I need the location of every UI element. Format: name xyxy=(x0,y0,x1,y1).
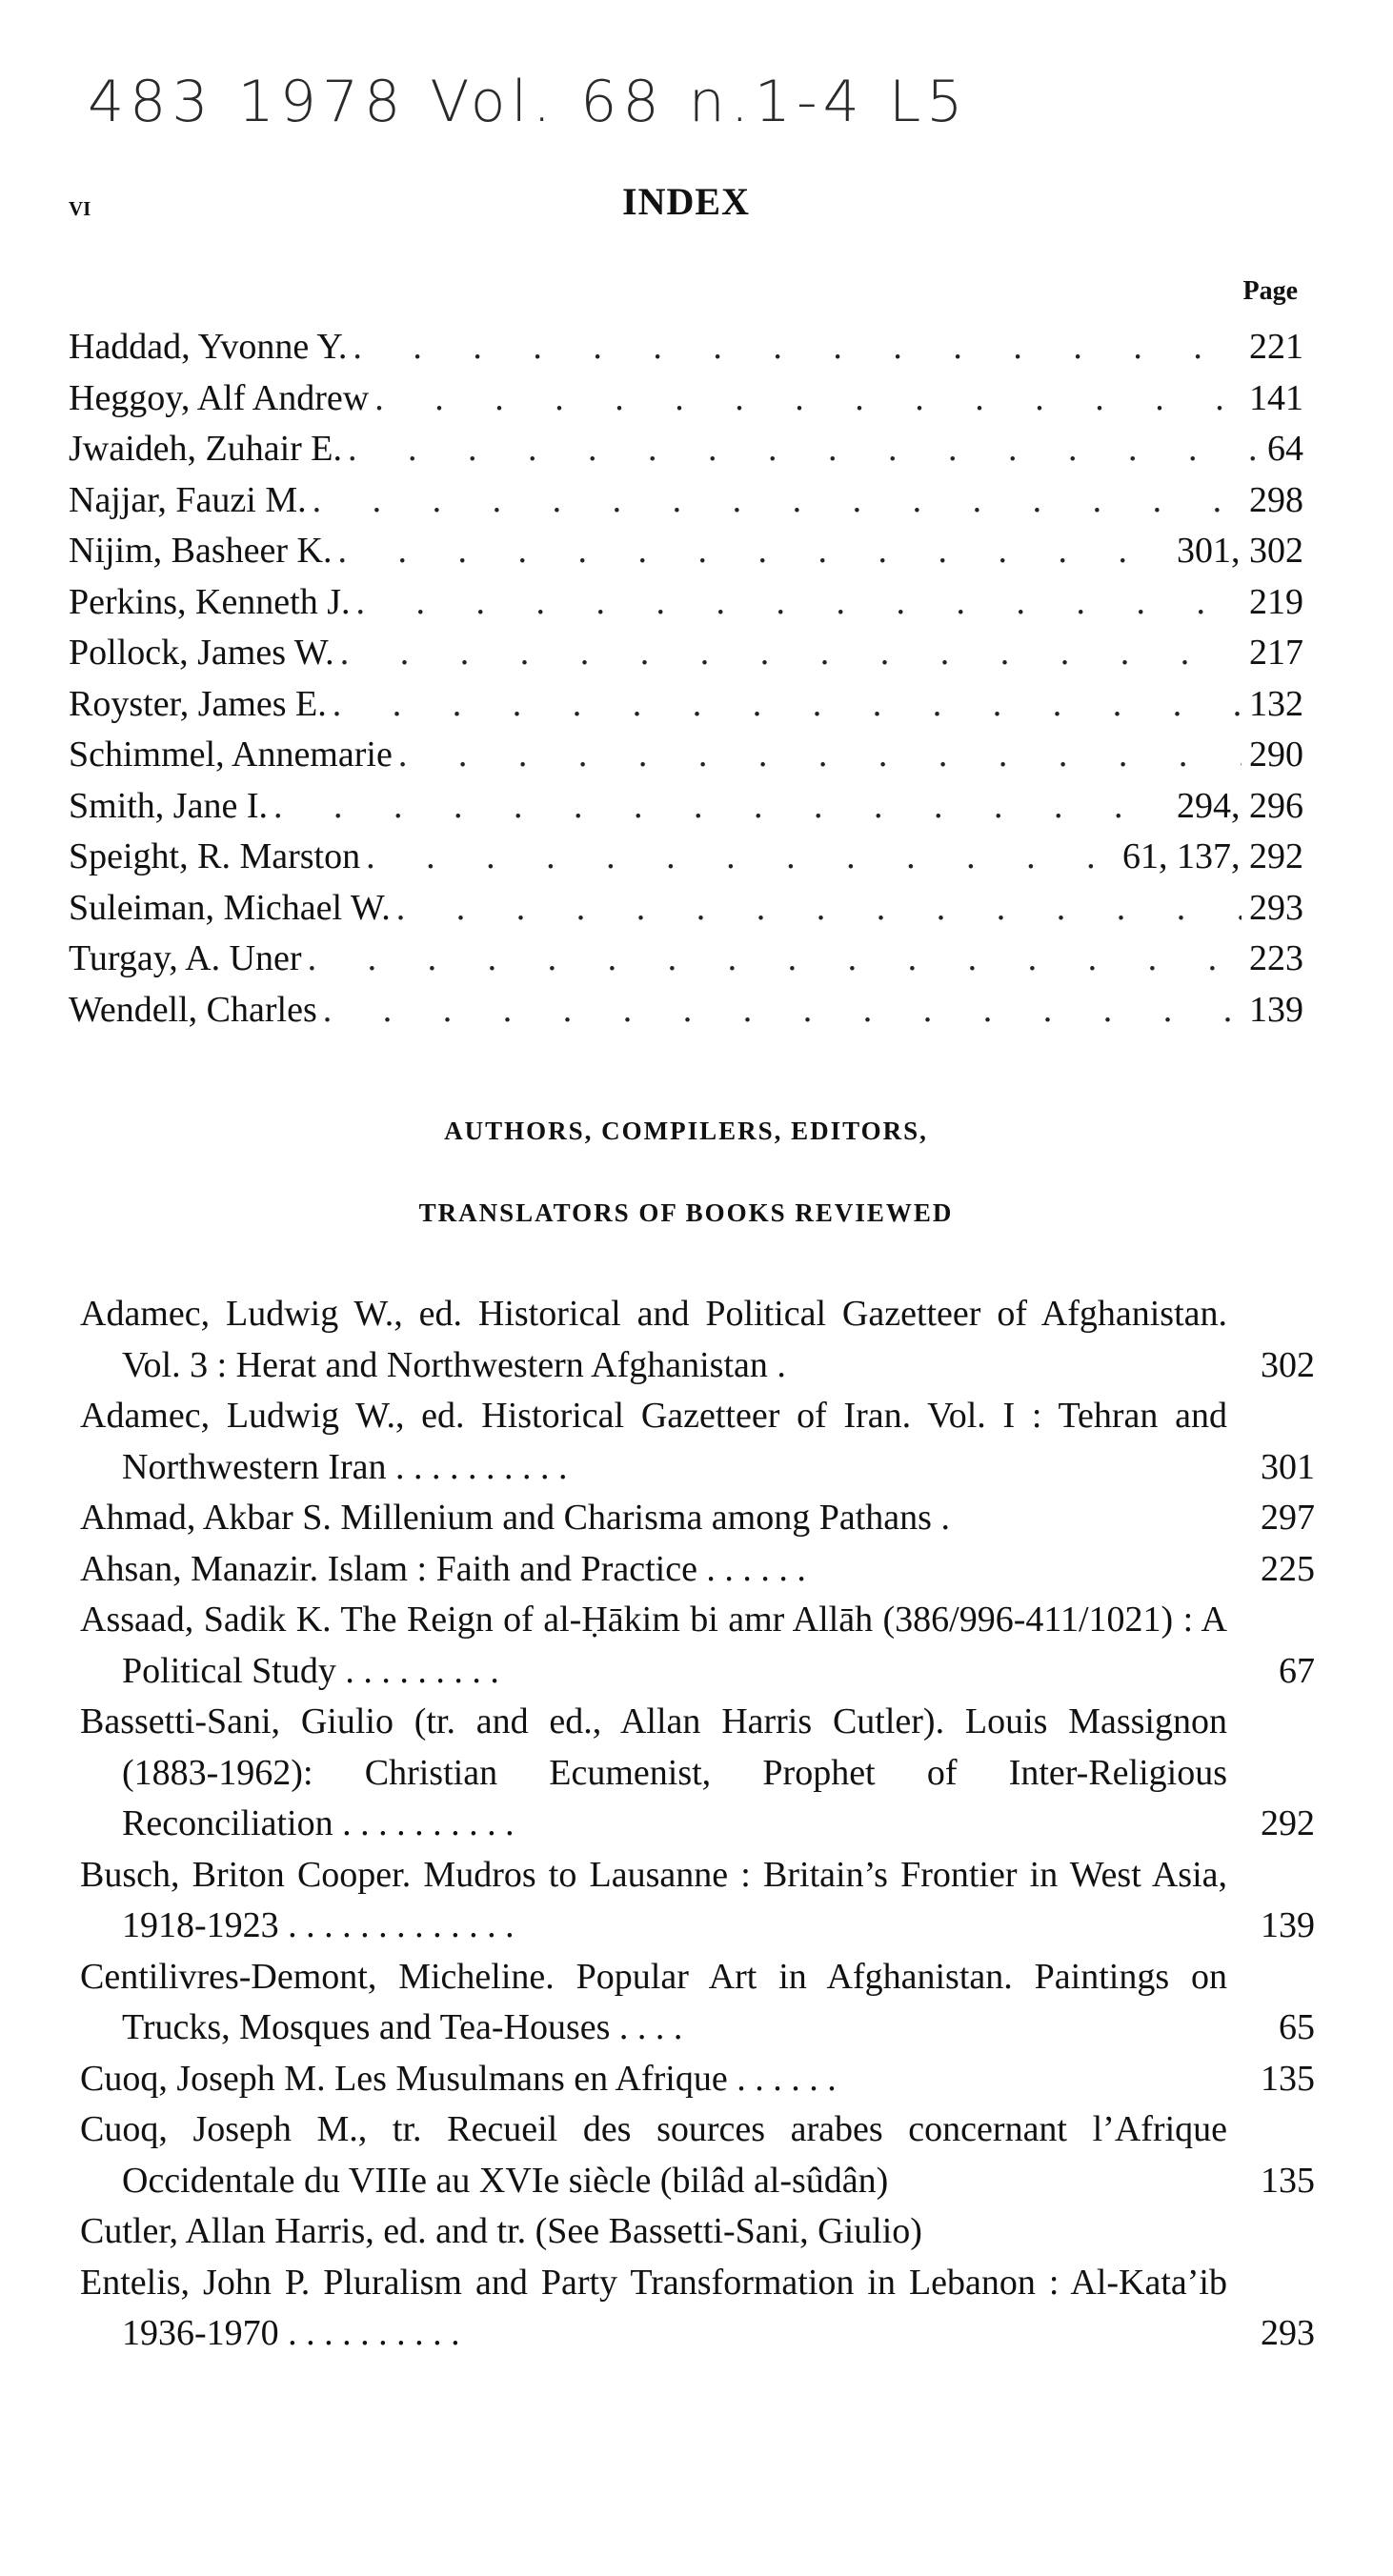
page-ref: 221 xyxy=(1249,327,1303,367)
handwritten-shelf-note: 483 1978 Vol. 68 n.1-4 L5 xyxy=(88,69,969,135)
book-entry xyxy=(80,1493,1315,1544)
page-ref: 293 xyxy=(1249,887,1303,928)
page-ref: 223 xyxy=(1249,938,1303,978)
page-ref: 290 xyxy=(1249,735,1303,775)
author-name: Speight, R. Marston xyxy=(69,836,361,876)
leader-dots xyxy=(366,832,1115,883)
author-name: Perkins, Kenneth J. xyxy=(69,581,351,622)
contributor-index xyxy=(69,322,1303,1036)
leader-dots xyxy=(338,526,1169,577)
index-row xyxy=(69,322,1303,373)
index-row xyxy=(69,832,1303,883)
page-ref: 293 xyxy=(1261,2313,1315,2353)
page-ref: 292 xyxy=(1261,1803,1315,1843)
leader-dots xyxy=(340,628,1242,679)
page-ref: 135 xyxy=(1261,2160,1315,2201)
index-row xyxy=(69,679,1303,731)
book-entry xyxy=(80,2206,1315,2258)
book-citation: Cuoq, Joseph M., tr. Recueil des sources arabes concernant l’Afrique Occidentale du VIIIe au XVIe siècle (bilâd al-sûdân) xyxy=(80,2109,1227,2201)
leader-dots xyxy=(323,985,1242,1036)
page-ref: 61, 137, 292 xyxy=(1122,836,1303,876)
leader-dots xyxy=(396,883,1242,935)
page-ref: 217 xyxy=(1249,633,1303,673)
page-title: INDEX xyxy=(622,180,750,223)
author-name: Suleiman, Michael W. xyxy=(69,887,391,928)
book-citation: Centilivres-Demont, Micheline. Popular Art in Afghanistan. Paintings on Trucks, Mosques and Tea-Houses . . . . xyxy=(80,1956,1227,2047)
page-ref: 298 xyxy=(1249,479,1303,520)
leader-dots xyxy=(398,730,1242,781)
page-ref: 225 xyxy=(1261,1548,1315,1589)
index-row xyxy=(69,526,1303,577)
page-ref: 294, 296 xyxy=(1177,785,1303,826)
index-row xyxy=(69,373,1303,425)
page-ref: 132 xyxy=(1249,683,1303,724)
author-name: Pollock, James W. xyxy=(69,633,334,673)
index-row xyxy=(69,934,1303,985)
author-name: Royster, James E. xyxy=(69,683,327,724)
page-ref: 135 xyxy=(1261,2058,1315,2099)
book-citation: Entelis, John P. Pluralism and Party Transformation in Lebanon : Al-Kata’ib 1936-1970 . . . . . . . . . . xyxy=(80,2262,1227,2353)
book-entry xyxy=(80,1697,1315,1850)
author-name: Haddad, Yvonne Y. xyxy=(69,327,348,367)
book-citation: Bassetti-Sani, Giulio (tr. and ed., Allan Harris Cutler). Louis Massignon (1883-1962): Christian Ecumenist, Prophet of Inter-Religious Reconciliation . . . . . . . . . . xyxy=(80,1701,1227,1843)
leader-dots xyxy=(356,577,1242,629)
book-citation: Assaad, Sadik K. The Reign of al-Ḥākim bi amr Allāh (386/996-411/1021) : A Political Study . . . . . . . . . xyxy=(80,1600,1227,1691)
page-column-label: Page xyxy=(1242,276,1298,306)
page-ref: 67 xyxy=(1279,1650,1315,1691)
book-entry xyxy=(80,2104,1315,2206)
leader-dots xyxy=(313,475,1242,527)
book-entry xyxy=(80,1595,1315,1697)
page-ref: 302 xyxy=(1261,1344,1315,1385)
index-row xyxy=(69,781,1303,833)
author-name: Wendell, Charles xyxy=(69,989,317,1030)
page-ref: 301 xyxy=(1261,1446,1315,1487)
section-heading-line-2: TRANSLATORS OF BOOKS REVIEWED xyxy=(418,1198,954,1227)
index-row xyxy=(69,628,1303,679)
index-row xyxy=(69,424,1303,475)
page-ref: 297 xyxy=(1261,1498,1315,1538)
page-ref: 301, 302 xyxy=(1177,531,1303,571)
index-row xyxy=(69,883,1303,935)
page-folio: vi xyxy=(69,191,91,222)
section-heading-line-1: AUTHORS, COMPILERS, EDITORS, xyxy=(444,1117,928,1145)
leader-dots xyxy=(273,781,1169,833)
book-entry xyxy=(80,2258,1315,2360)
book-citation: Cuoq, Joseph M. Les Musulmans en Afrique . . . . . . xyxy=(80,2058,837,2099)
page-ref: 139 xyxy=(1261,1905,1315,1945)
book-entry xyxy=(80,1391,1315,1493)
page-ref: 139 xyxy=(1249,989,1303,1030)
author-name: Heggoy, Alf Andrew xyxy=(69,377,370,418)
books-reviewed-index xyxy=(80,1289,1315,2360)
book-entry xyxy=(80,1544,1315,1596)
leader-dots xyxy=(348,424,1260,475)
book-entry xyxy=(80,1289,1315,1391)
book-citation: Ahsan, Manazir. Islam : Faith and Practice . . . . . . xyxy=(80,1548,806,1589)
book-citation: Busch, Briton Cooper. Mudros to Lausanne : Britain’s Frontier in West Asia, 1918-1923 . . . . . . . . . . . . . xyxy=(80,1854,1227,1945)
index-row xyxy=(69,730,1303,781)
book-citation: Adamec, Ludwig W., ed. Historical and Political Gazetteer of Afghanistan. Vol. 3 : Herat and Northwestern Afghanistan . xyxy=(80,1294,1227,1385)
author-name: Najjar, Fauzi M. xyxy=(69,479,307,520)
leader-dots xyxy=(353,322,1242,373)
author-name: Turgay, A. Uner xyxy=(69,938,302,978)
book-entry xyxy=(80,1850,1315,1952)
author-name: Schimmel, Annemarie xyxy=(69,735,393,775)
book-entry xyxy=(80,2054,1315,2105)
page-ref: 219 xyxy=(1249,581,1303,622)
book-citation: Ahmad, Akbar S. Millenium and Charisma among Pathans . xyxy=(80,1498,950,1538)
page-ref: 64 xyxy=(1267,429,1303,469)
author-name: Nijim, Basheer K. xyxy=(69,531,333,571)
index-row xyxy=(69,577,1303,629)
page-ref: 65 xyxy=(1279,2007,1315,2047)
author-name: Smith, Jane I. xyxy=(69,785,268,826)
index-row xyxy=(69,985,1303,1036)
index-row xyxy=(69,475,1303,527)
author-name: Jwaideh, Zuhair E. xyxy=(69,429,343,469)
book-entry xyxy=(80,1952,1315,2054)
book-citation: Adamec, Ludwig W., ed. Historical Gazetteer of Iran. Vol. I : Tehran and Northwestern Iran . . . . . . . . . . xyxy=(80,1396,1227,1487)
leader-dots xyxy=(308,934,1242,985)
book-citation: Cutler, Allan Harris, ed. and tr. (See Bassetti-Sani, Giulio) xyxy=(80,2211,922,2251)
leader-dots xyxy=(333,679,1242,731)
page-ref: 141 xyxy=(1249,377,1303,418)
leader-dots xyxy=(374,373,1242,425)
